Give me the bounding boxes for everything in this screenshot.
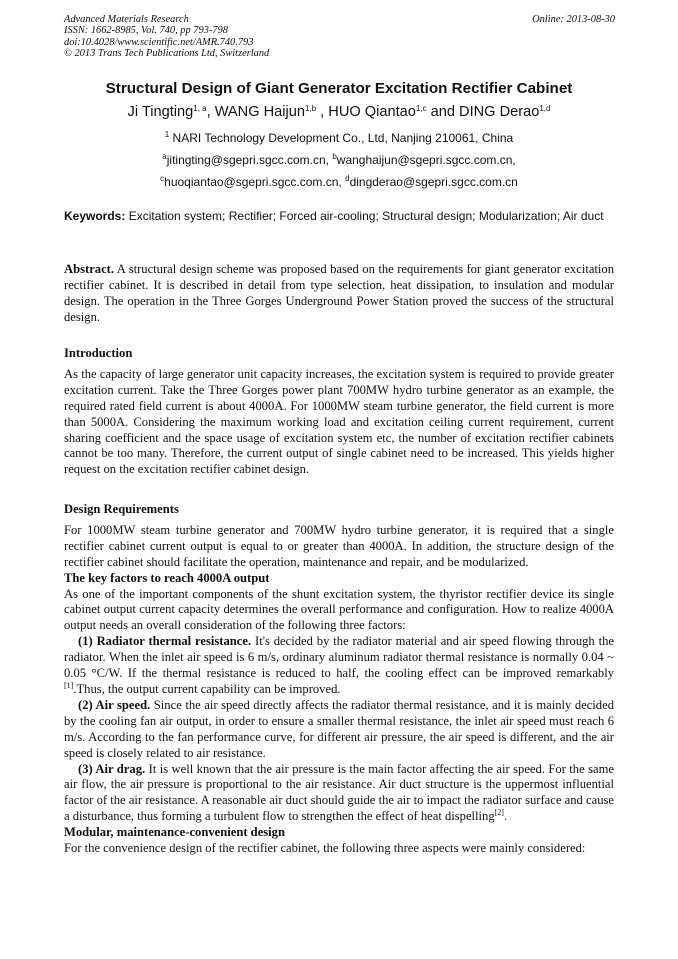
author-separator: and xyxy=(426,104,460,120)
author-name: HUO Qiantao xyxy=(328,104,416,120)
email-b[interactable]: wanghaijun@sgepri.sgcc.com.cn, xyxy=(336,153,516,167)
key-factors-subheading: The key factors to reach 4000A output xyxy=(64,570,270,585)
email-a[interactable]: jitingting@sgepri.sgcc.com.cn, xyxy=(166,153,329,167)
email-sup: d xyxy=(345,174,350,183)
author-list xyxy=(0,104,678,120)
author-affil-sup: 1, a xyxy=(193,104,207,113)
email-sup: a xyxy=(162,152,167,161)
email-sup: c xyxy=(160,174,165,183)
author-separator: , xyxy=(316,104,329,120)
author-affil-sup: 1,d xyxy=(539,104,551,113)
design-paragraph: For 1000MW steam turbine generator and 700MW hydro turbine generator, it is required that a single rectifier cabinet current output is equal to or greater than 4000A. In addition, the structure design of the rectifier cabinet should facilitate the operation, maintenance and repair, and be modularized. xyxy=(64,522,614,569)
journal-meta xyxy=(64,14,269,60)
design-heading: Design Requirements xyxy=(64,502,179,516)
author-affil-sup: 1,c xyxy=(415,104,427,113)
citation-2[interactable]: [2] xyxy=(494,808,504,818)
copyright-line: © 2013 Trans Tech Publications Ltd, Switzerland xyxy=(64,48,270,60)
email-line-1 xyxy=(0,153,678,167)
keywords xyxy=(64,209,614,224)
paper-title: Structural Design of Giant Generator Excitation Rectifier Cabinet xyxy=(105,80,573,97)
affiliation xyxy=(0,131,678,145)
online-date: Online: 2013-08-30 xyxy=(532,14,615,25)
email-d[interactable]: dingderao@sgepri.sgcc.com.cn xyxy=(349,175,518,189)
introduction-heading: Introduction xyxy=(64,346,133,360)
issn-line: ISSN: 1662-8985, Vol. 740, pp 793-798 xyxy=(64,25,228,37)
factor-1-tail: .Thus, the output current capability can be improved. xyxy=(73,681,341,696)
journal-name: Advanced Materials Research xyxy=(64,14,189,25)
author-name: DING Derao xyxy=(459,104,540,120)
factor-3 xyxy=(64,762,614,826)
abstract xyxy=(64,262,614,326)
design-requirements-section xyxy=(64,502,614,857)
keywords-text: Excitation system; Rectifier; Forced air-cooling; Structural design; Modularization; Air duct xyxy=(125,209,604,223)
factor-3-tail: . xyxy=(503,809,508,824)
affiliation-sup: 1 xyxy=(164,130,170,139)
email-line-2 xyxy=(0,175,678,189)
factor-1-label: (1) Radiator thermal resistance. xyxy=(78,634,252,649)
author-name: WANG Haijun xyxy=(214,104,305,120)
affiliation-text: NARI Technology Development Co., Ltd, Nanjing 210061, China xyxy=(169,131,514,145)
factor-2 xyxy=(64,698,614,762)
doi-line: doi:10.4028/www.scientific.net/AMR.740.793 xyxy=(64,36,254,48)
introduction-section xyxy=(64,346,614,478)
email-sup: b xyxy=(332,152,337,161)
author-affil-sup: 1,b xyxy=(305,104,317,113)
key-factors-paragraph: As one of the important components of the shunt excitation system, the thyristor rectifier device its single cabinet output current capacity determines the overall performance and configuration. How to realize 4000A output needs an overall consideration of the following three factors: xyxy=(64,586,614,633)
citation-1[interactable]: [1] xyxy=(64,680,74,690)
factor-2-label: (2) Air speed. xyxy=(78,697,151,712)
factor-2-text: Since the air speed directly affects the radiator thermal resistance, and it is mainly decided by the cooling fan air output, in order to ensure a smaller thermal resistance, the inlet air speed must reach 6 m/s. According to the fan performance curve, for different air pressure, the air speed is different, and the air speed is closely related to air resistance. xyxy=(64,697,614,760)
introduction-paragraph: As the capacity of large generator unit capacity increases, the excitation system is required to provide greater excitation current. Take the Three Gorges power plant 700MW hydro turbine generator as an example, the required rated field current is about 4000A. For 1000MW steam turbine generator, the field current is more than 5000A. Considering the maximum working load and excitation ceiling current requirement, current sharing coefficient and the space usage of excitation system etc, the number of excitation rectifier cabinets cannot be too many. Therefore, the current output of single cabinet need to be increased. This yields higher request on the excitation rectifier cabinet design. xyxy=(64,366,614,477)
email-c[interactable]: huoqiantao@sgepri.sgcc.com.cn, xyxy=(164,175,342,189)
keywords-label: Keywords: xyxy=(64,209,126,223)
author-separator: , xyxy=(206,104,215,120)
factor-1 xyxy=(64,634,614,698)
abstract-text: A structural design scheme was proposed based on the requirements for giant generator excitation rectifier cabinet. It is described in detail from type selection, heat dissipation, to insulation and modular design. The operation in the Three Gorges Underground Power Station proved the success of the structural design. xyxy=(64,262,614,324)
author-name: Ji Tingting xyxy=(127,104,194,120)
factor-3-text: It is well known that the air pressure is the main factor affecting the air speed. For the same air flow, the air pressure is proportional to the air resistance. Air duct structure is the uppermost influential factor of the air resistance. A reasonable air duct should guide the air to impact the radiator surface and cause a disturbance, thus forming a turbulent flow to strengthen the effect of heat dispelling xyxy=(64,761,615,824)
factor-3-label: (3) Air drag. xyxy=(78,761,146,776)
modular-design-paragraph: For the convenience design of the rectifier cabinet, the following three aspects were mainly considered: xyxy=(64,841,586,856)
modular-design-subheading: Modular, maintenance-convenient design xyxy=(64,825,285,840)
abstract-label: Abstract. xyxy=(64,262,115,276)
factor-1-text: It's decided by the radiator material and air speed flowing through the radiator. When the inlet air speed is 6 m/s, ordinary aluminum radiator thermal resistance is normally 0.04 ~ 0.05 °C/W. If the thermal resistance is reduced to half, the cooling effect can be improved remarkably xyxy=(64,634,615,681)
